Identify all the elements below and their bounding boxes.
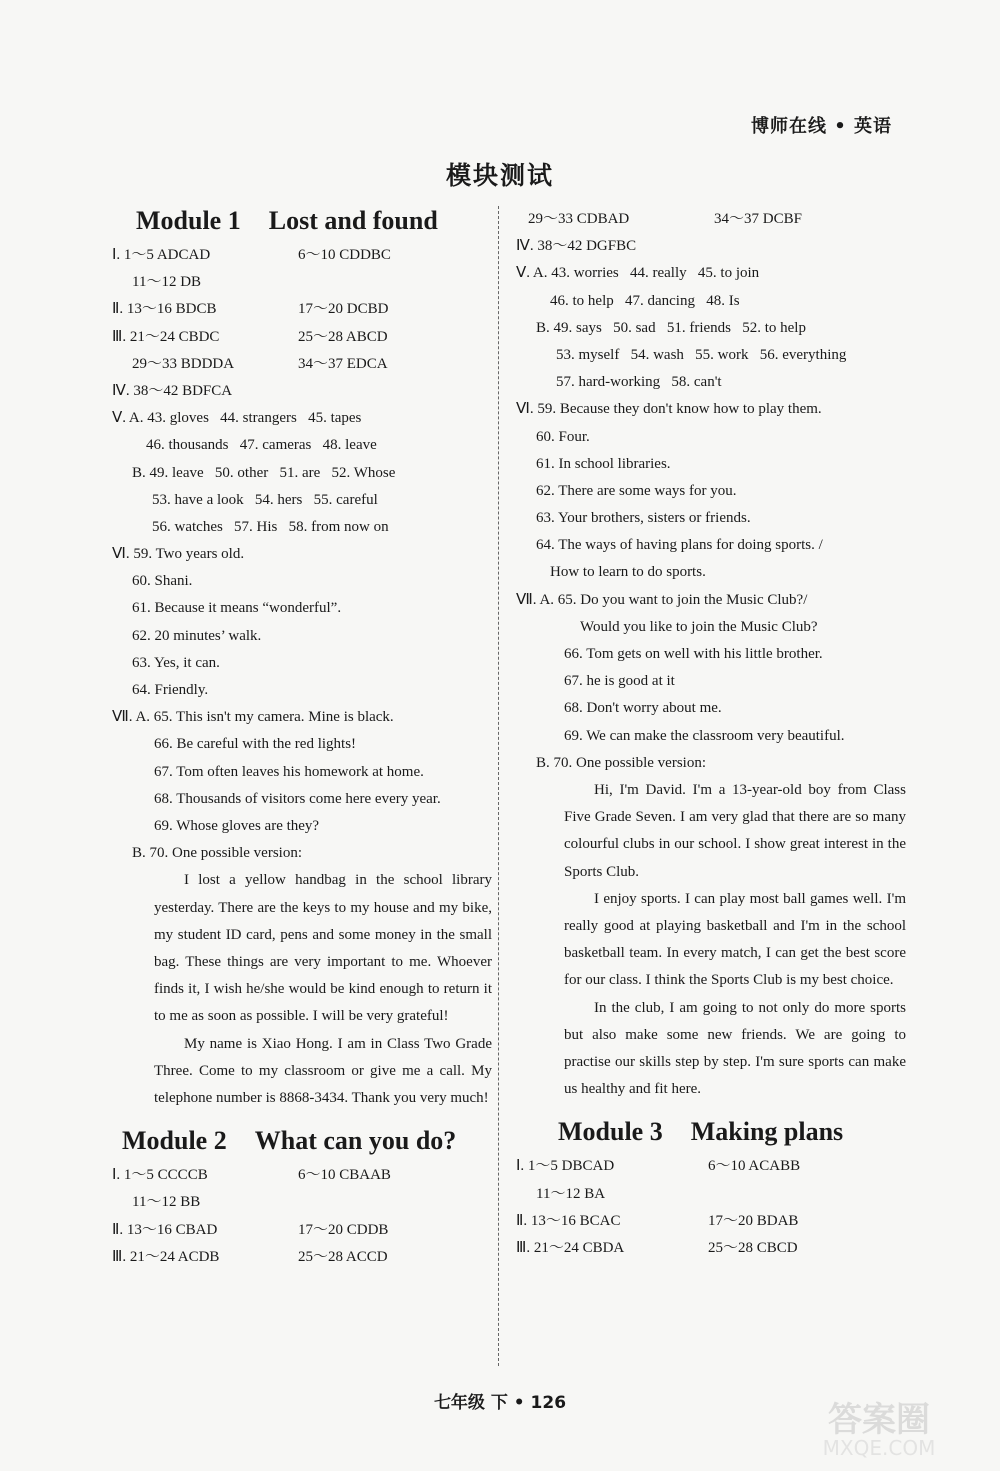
answer-line <box>516 695 906 722</box>
answer-text: 63. Yes, it can. <box>132 654 220 671</box>
answer-text-secondary: 6～10 ACABB <box>708 1158 801 1175</box>
answer-text: Ⅵ. 59. Because they don't know how to play them. <box>516 401 822 418</box>
answer-line <box>516 206 906 233</box>
answer-text: Ⅰ. 1～5 DBCAD <box>516 1158 615 1175</box>
left-column <box>112 206 492 1271</box>
answer-text: 69. We can make the classroom very beautiful. <box>564 727 845 744</box>
answer-line <box>516 641 906 668</box>
answer-text: Ⅳ. 38～42 DGFBC <box>516 238 637 255</box>
watermark-subtext: MXQE.COM <box>822 1436 936 1460</box>
essay-paragraph: I lost a yellow handbag in the school library yesterday. There are the keys to my house and my bike, my student ID card, pens and some money in the small bag. These things are very important to me. Whoever finds it, I wish he/she would be kind enough to return it to me as soon as possible. I will be very grateful! <box>154 872 492 1025</box>
answer-line <box>516 750 906 777</box>
answer-line <box>516 451 906 478</box>
module1-heading <box>136 206 492 236</box>
answer-line <box>112 1189 492 1216</box>
answer-text: 11～12 DB <box>132 274 202 291</box>
answer-text: Ⅱ. 13～16 CBAD <box>112 1221 218 1238</box>
answer-line <box>112 351 492 378</box>
answer-line <box>516 260 906 287</box>
answer-text: Ⅳ. 38～42 BDFCA <box>112 382 233 399</box>
answer-text: 68. Don't worry about me. <box>564 700 722 717</box>
module2-heading <box>122 1126 492 1156</box>
answer-text-secondary: 25～28 CBCD <box>708 1239 798 1256</box>
module2-essay <box>564 777 906 1103</box>
answer-text: 67. he is good at it <box>564 673 675 690</box>
answer-text: 56. watches 57. His 58. from now on <box>152 518 389 535</box>
answer-line <box>516 315 906 342</box>
answer-text: 61. Because it means “wonderful”. <box>132 600 342 617</box>
answer-text: Ⅰ. 1～5 CCCCB <box>112 1167 208 1184</box>
module3-number: Module 3 <box>558 1117 663 1147</box>
answer-line <box>112 1244 492 1271</box>
answer-line <box>516 342 906 369</box>
answer-text: 46. thousands 47. cameras 48. leave <box>146 437 377 454</box>
answer-text-secondary: 17～20 DCBD <box>298 301 389 318</box>
answer-text-secondary: 25～28 ABCD <box>298 328 388 345</box>
answer-line <box>112 378 492 405</box>
module3-heading <box>558 1117 906 1147</box>
answer-text: 62. There are some ways for you. <box>536 482 737 499</box>
answer-text: B. 70. One possible version: <box>536 754 706 771</box>
answer-line <box>516 396 906 423</box>
answer-line <box>516 532 906 559</box>
answer-line <box>112 269 492 296</box>
answer-line <box>516 288 906 315</box>
answer-text: 67. Tom often leaves his homework at home. <box>154 763 424 780</box>
module2-title: What can you do? <box>254 1126 457 1156</box>
answer-text: Ⅴ. A. 43. worries 44. really 45. to join <box>516 265 760 282</box>
answer-line <box>516 1181 906 1208</box>
answer-text-secondary: 17～20 CDDB <box>298 1221 389 1238</box>
module3-answers <box>516 1153 906 1262</box>
answer-line <box>516 723 906 750</box>
answer-line <box>516 478 906 505</box>
answer-line <box>112 595 492 622</box>
answer-text-secondary: 6～10 CDDBC <box>298 247 391 263</box>
answer-text-secondary: 17～20 BDAB <box>708 1212 799 1229</box>
right-column <box>516 206 906 1262</box>
answer-line <box>112 242 492 269</box>
answer-text: Would you like to join the Music Club? <box>580 618 818 635</box>
answer-line <box>112 1217 492 1244</box>
answer-text: 29～33 CDBAD <box>528 211 630 227</box>
module1-title: Lost and found <box>268 206 438 235</box>
answer-text: Ⅵ. 59. Two years old. <box>112 546 245 563</box>
module1-number: Module 1 <box>136 206 241 235</box>
answer-text: 53. myself 54. wash 55. work 56. everything <box>556 346 847 363</box>
answer-text: 29～33 BDDDA <box>132 355 235 372</box>
answer-text: Ⅰ. 1～5 ADCAD <box>112 247 211 263</box>
answer-line <box>112 704 492 731</box>
answer-line <box>112 514 492 541</box>
answer-text: 64. The ways of having plans for doing sports. / <box>536 537 823 554</box>
answer-text: 61. In school libraries. <box>536 455 671 472</box>
answer-text: 60. Shani. <box>132 573 193 590</box>
answer-text: 57. hard-working 58. can't <box>556 374 722 391</box>
answer-line <box>112 405 492 432</box>
answer-line <box>112 296 492 323</box>
answer-text: B. 70. One possible version: <box>132 845 302 862</box>
answer-line <box>516 369 906 396</box>
answer-text: Ⅲ. 21～24 CBDC <box>112 328 220 345</box>
answer-text: Ⅱ. 13～16 BDCB <box>112 301 217 318</box>
answer-line <box>112 840 492 867</box>
essay-paragraph: In the club, I am going to not only do more sports but also make some new friends. We are going to practise our skills step by step. I'm sure sports can make us healthy and fit here. <box>564 999 906 1098</box>
answer-text: Ⅶ. A. 65. This isn't my camera. Mine is black. <box>112 709 394 726</box>
answer-text: 66. Be careful with the red lights! <box>154 736 357 753</box>
essay-paragraph: My name is Xiao Hong. I am in Class Two Grade Three. Come to my classroom or give me a call. My telephone number is 8868-3434. Thank you very much! <box>154 1035 492 1106</box>
answer-line <box>516 1208 906 1235</box>
answer-text: 68. Thousands of visitors come here every year. <box>154 790 441 807</box>
page-title: 模块测试 <box>445 161 554 190</box>
answer-text: 11～12 BA <box>536 1185 606 1202</box>
answer-line <box>112 432 492 459</box>
answer-text: 64. Friendly. <box>132 682 209 698</box>
answer-text: B. 49. says 50. sad 51. friends 52. to help <box>536 319 806 336</box>
answer-line <box>112 731 492 758</box>
answer-text-secondary: 25～28 ACCD <box>298 1248 388 1265</box>
answer-text: Ⅶ. A. 65. Do you want to join the Music Club?/ <box>516 591 808 608</box>
answer-line <box>112 460 492 487</box>
answer-text-secondary: 34～37 DCBF <box>714 211 802 227</box>
answer-text-secondary: 34～37 EDCA <box>298 355 388 372</box>
answer-text: 11～12 BB <box>132 1194 201 1211</box>
answer-line <box>516 614 906 641</box>
answer-text: How to learn to do sports. <box>550 564 706 581</box>
answer-text: 69. Whose gloves are they? <box>154 817 320 834</box>
header-brand: 博师在线 • 英语 <box>750 116 892 137</box>
answer-line <box>112 623 492 650</box>
watermark-text: 答案圈 <box>828 1400 930 1440</box>
answer-line <box>516 587 906 614</box>
answer-line <box>112 541 492 568</box>
answer-text: Ⅲ. 21～24 ACDB <box>112 1248 220 1265</box>
module3-title: Making plans <box>690 1117 844 1147</box>
answer-line <box>516 1153 906 1180</box>
essay-paragraph: Hi, I'm David. I'm a 13-year-old boy from Class Five Grade Seven. I am very glad that there are so many colourful clubs in our school. I show great interest in the Sports Club. <box>564 781 906 880</box>
answer-text: Ⅱ. 13～16 BCAC <box>516 1212 621 1229</box>
answer-line <box>112 487 492 514</box>
answer-text: 62. 20 minutes’ walk. <box>132 627 262 644</box>
module1-answers <box>112 242 492 867</box>
module2-answers <box>112 1162 492 1271</box>
answer-line <box>112 759 492 786</box>
answer-line <box>112 568 492 595</box>
answer-line <box>516 668 906 695</box>
essay-paragraph: I enjoy sports. I can play most ball games well. I'm really good at playing basketball and I'm in the school basketball team. In every match, I can get the best score for our class. I think the Sports Club is my best choice. <box>564 890 906 989</box>
answer-line <box>112 677 492 704</box>
answer-line <box>516 505 906 532</box>
answer-text: Ⅲ. 21～24 CBDA <box>516 1239 625 1256</box>
answer-text-secondary: 6～10 CBAAB <box>298 1167 391 1184</box>
module2-answers-continued <box>516 206 906 777</box>
module2-number: Module 2 <box>122 1126 227 1156</box>
answer-line <box>112 650 492 677</box>
column-divider <box>498 206 499 1366</box>
answer-text: 46. to help 47. dancing 48. Is <box>550 292 740 309</box>
answer-line <box>516 559 906 586</box>
answer-line <box>516 424 906 451</box>
answer-text: B. 49. leave 50. other 51. are 52. Whose <box>132 464 396 481</box>
page-footer: 七年级 下 • 126 <box>433 1393 567 1413</box>
answer-line <box>112 1162 492 1189</box>
answer-line <box>516 233 906 260</box>
answer-text: 66. Tom gets on well with his little brother. <box>564 646 823 662</box>
watermark-logo <box>784 1391 974 1461</box>
answer-text: 60. Four. <box>536 428 590 445</box>
answer-text: 53. have a look 54. hers 55. careful <box>152 491 378 508</box>
answer-line <box>112 786 492 813</box>
module1-essay <box>154 867 492 1112</box>
answer-line <box>112 813 492 840</box>
answer-line <box>112 324 492 351</box>
answer-line <box>516 1235 906 1262</box>
answer-text: Ⅴ. A. 43. gloves 44. strangers 45. tapes <box>112 410 362 427</box>
answer-text: 63. Your brothers, sisters or friends. <box>536 510 751 527</box>
